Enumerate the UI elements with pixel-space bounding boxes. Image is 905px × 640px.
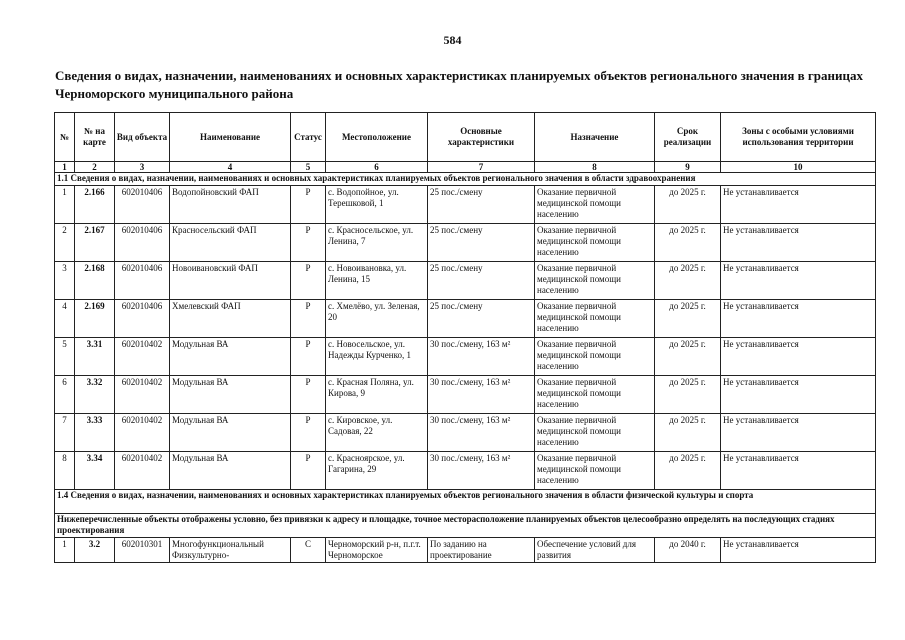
cell-object-type: 602010406 — [115, 300, 170, 338]
cell-index: 3 — [55, 262, 75, 300]
cell-map-number: 3.33 — [75, 414, 115, 452]
header-cell: Наименование — [170, 113, 291, 162]
table-row — [55, 538, 876, 563]
cell-name: Многофункциональный Физкультурно- — [170, 538, 291, 563]
cell-location: с. Новосельское, ул. Надежды Курченко, 1 — [326, 338, 428, 376]
cell-zones: Не устанавливается — [721, 538, 876, 563]
cell-characteristics: 25 пос./смену — [428, 300, 535, 338]
cell-purpose: Оказание первичной медицинской помощи населению — [535, 338, 655, 376]
cell-zones: Не устанавливается — [721, 376, 876, 414]
section-row-sport — [55, 490, 876, 514]
header-cell: Вид объекта — [115, 113, 170, 162]
cell-object-type: 602010402 — [115, 452, 170, 490]
cell-deadline: до 2025 г. — [655, 452, 721, 490]
header-cell: Статус — [291, 113, 326, 162]
cell-index: 8 — [55, 452, 75, 490]
cell-characteristics: 25 пос./смену — [428, 262, 535, 300]
cell-purpose: Оказание первичной медицинской помощи населению — [535, 186, 655, 224]
cell-map-number: 3.2 — [75, 538, 115, 563]
cell-object-type: 602010406 — [115, 224, 170, 262]
cell-index: 6 — [55, 376, 75, 414]
cell-object-type: 602010406 — [115, 262, 170, 300]
cell-deadline: до 2025 г. — [655, 262, 721, 300]
column-number: 3 — [115, 162, 170, 173]
cell-name: Хмелевский ФАП — [170, 300, 291, 338]
document-title: Сведения о видах, назначении, наименованиях и основных характеристиках планируемых объектов регионального значения в границах Черноморского муниципального района — [55, 68, 864, 101]
cell-purpose: Оказание первичной медицинской помощи населению — [535, 224, 655, 262]
column-number: 2 — [75, 162, 115, 173]
cell-map-number: 3.32 — [75, 376, 115, 414]
cell-index: 7 — [55, 414, 75, 452]
cell-map-number: 2.167 — [75, 224, 115, 262]
cell-purpose: Оказание первичной медицинской помощи населению — [535, 452, 655, 490]
table-row — [55, 414, 876, 452]
cell-characteristics: 30 пос./смену, 163 м² — [428, 376, 535, 414]
cell-location: с. Кировское, ул. Садовая, 22 — [326, 414, 428, 452]
cell-zones: Не устанавливается — [721, 224, 876, 262]
column-number: 1 — [55, 162, 75, 173]
cell-status: С — [291, 538, 326, 563]
cell-name: Водопойновский ФАП — [170, 186, 291, 224]
cell-purpose: Оказание первичной медицинской помощи населению — [535, 262, 655, 300]
cell-zones: Не устанавливается — [721, 452, 876, 490]
cell-status: Р — [291, 224, 326, 262]
header-cell: Назначение — [535, 113, 655, 162]
cell-status: Р — [291, 414, 326, 452]
cell-purpose: Оказание первичной медицинской помощи населению — [535, 376, 655, 414]
cell-deadline: до 2025 г. — [655, 376, 721, 414]
cell-name: Красносельский ФАП — [170, 224, 291, 262]
column-number: 9 — [655, 162, 721, 173]
column-number: 8 — [535, 162, 655, 173]
cell-deadline: до 2025 г. — [655, 186, 721, 224]
cell-name: Модульная ВА — [170, 414, 291, 452]
cell-map-number: 2.166 — [75, 186, 115, 224]
column-number: 5 — [291, 162, 326, 173]
cell-status: Р — [291, 452, 326, 490]
cell-zones: Не устанавливается — [721, 414, 876, 452]
cell-map-number: 2.169 — [75, 300, 115, 338]
cell-object-type: 602010301 — [115, 538, 170, 563]
cell-status: Р — [291, 300, 326, 338]
cell-location: с. Красная Поляна, ул. Кирова, 9 — [326, 376, 428, 414]
cell-location: с. Новоивановка, ул. Ленина, 15 — [326, 262, 428, 300]
table-row — [55, 300, 876, 338]
column-number: 4 — [170, 162, 291, 173]
cell-name: Новоивановский ФАП — [170, 262, 291, 300]
column-number-row — [55, 162, 876, 173]
cell-status: Р — [291, 376, 326, 414]
cell-characteristics: 25 пос./смену — [428, 224, 535, 262]
cell-zones: Не устанавливается — [721, 262, 876, 300]
cell-characteristics: 30 пос./смену, 163 м² — [428, 338, 535, 376]
table-header-row — [55, 113, 876, 162]
header-cell: № на карте — [75, 113, 115, 162]
cell-location: с. Водопойное, ул. Терешковой, 1 — [326, 186, 428, 224]
column-number: 7 — [428, 162, 535, 173]
table-row — [55, 224, 876, 262]
cell-deadline: до 2040 г. — [655, 538, 721, 563]
cell-zones: Не устанавливается — [721, 338, 876, 376]
header-cell: Зоны с особыми условиями использования территории — [721, 113, 876, 162]
cell-characteristics: 30 пос./смену, 163 м² — [428, 452, 535, 490]
cell-object-type: 602010402 — [115, 338, 170, 376]
header-cell: Срок реализации — [655, 113, 721, 162]
table-row — [55, 376, 876, 414]
cell-deadline: до 2025 г. — [655, 224, 721, 262]
cell-object-type: 602010406 — [115, 186, 170, 224]
cell-index: 2 — [55, 224, 75, 262]
cell-index: 4 — [55, 300, 75, 338]
cell-map-number: 2.168 — [75, 262, 115, 300]
cell-name: Модульная ВА — [170, 338, 291, 376]
cell-characteristics: 30 пос./смену, 163 м² — [428, 414, 535, 452]
cell-characteristics: По заданию на проектирование — [428, 538, 535, 563]
section-heading: 1.1 Сведения о видах, назначении, наименованиях и основных характеристиках планируемых объектов регионального значения в области здравоохранения — [55, 173, 876, 186]
cell-status: Р — [291, 262, 326, 300]
cell-map-number: 3.31 — [75, 338, 115, 376]
cell-name: Модульная ВА — [170, 452, 291, 490]
page-number: 584 — [443, 33, 462, 47]
cell-index: 1 — [55, 186, 75, 224]
cell-purpose: Оказание первичной медицинской помощи населению — [535, 300, 655, 338]
table-row — [55, 452, 876, 490]
objects-table — [54, 112, 876, 563]
cell-status: Р — [291, 186, 326, 224]
table-row — [55, 338, 876, 376]
column-number: 6 — [326, 162, 428, 173]
section-heading: 1.4 Сведения о видах, назначении, наименованиях и основных характеристиках планируемых объектов регионального значения в области физической культуры и спорта — [55, 490, 876, 514]
cell-deadline: до 2025 г. — [655, 414, 721, 452]
section-note-row — [55, 514, 876, 538]
header-cell: Местоположение — [326, 113, 428, 162]
column-number: 10 — [721, 162, 876, 173]
cell-deadline: до 2025 г. — [655, 300, 721, 338]
cell-name: Модульная ВА — [170, 376, 291, 414]
cell-purpose: Оказание первичной медицинской помощи населению — [535, 414, 655, 452]
cell-location: с. Красносельское, ул. Ленина, 7 — [326, 224, 428, 262]
cell-zones: Не устанавливается — [721, 186, 876, 224]
cell-purpose: Обеспечение условий для развития — [535, 538, 655, 563]
header-cell: Основные характеристики — [428, 113, 535, 162]
cell-deadline: до 2025 г. — [655, 338, 721, 376]
cell-characteristics: 25 пос./смену — [428, 186, 535, 224]
cell-object-type: 602010402 — [115, 376, 170, 414]
cell-object-type: 602010402 — [115, 414, 170, 452]
cell-location: с. Хмелёво, ул. Зеленая, 20 — [326, 300, 428, 338]
table-row — [55, 262, 876, 300]
cell-zones: Не устанавливается — [721, 300, 876, 338]
section-row-healthcare — [55, 173, 876, 186]
section-note: Нижеперечисленные объекты отображены условно, без привязки к адресу и площадке, точное месторасположение планируемых объектов целесообразно определять на последующих стадиях проектирования — [55, 514, 876, 538]
cell-status: Р — [291, 338, 326, 376]
table-row — [55, 186, 876, 224]
cell-location: с. Красноярское, ул. Гагарина, 29 — [326, 452, 428, 490]
cell-map-number: 3.34 — [75, 452, 115, 490]
cell-location: Черноморский р-н, п.г.т. Черноморское — [326, 538, 428, 563]
cell-index: 1 — [55, 538, 75, 563]
cell-index: 5 — [55, 338, 75, 376]
header-cell: № — [55, 113, 75, 162]
